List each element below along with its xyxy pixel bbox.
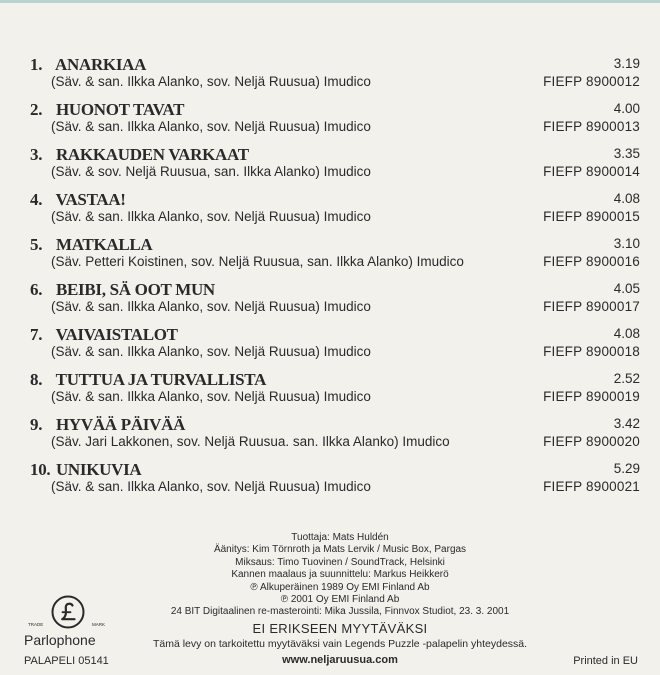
track-catalog: FIEFP 8900014: [543, 164, 640, 179]
track-row: [30, 460, 640, 505]
track-name: MATKALLA: [55, 235, 153, 254]
track-name: RAKKAUDEN VARKAAT: [55, 145, 249, 164]
credit-remaster: 24 BIT Digitaalinen re-masterointi: Mika Jussila, Finnvox Studiot, 23. 3. 2001: [170, 606, 510, 618]
track-number: 8.: [30, 370, 43, 389]
track-duration: 4.08: [613, 326, 640, 341]
track-number: 7.: [30, 325, 43, 344]
track-catalog: FIEFP 8900020: [543, 434, 640, 449]
track-name: TUTTUA JA TURVALLISTA: [55, 370, 267, 389]
website-link[interactable]: www.neljaruusua.com: [282, 654, 398, 666]
credit-original-copyright: ℗ Alkuperäinen 1989 Oy EMI Finland Ab: [250, 581, 430, 593]
track-title: [30, 280, 215, 300]
track-title: [30, 370, 266, 390]
track-title: [30, 460, 141, 480]
track-duration: 4.05: [613, 281, 640, 296]
printed-in: Printed in EU: [573, 655, 638, 667]
track-credit: (Säv. Jari Lakkonen, sov. Neljä Ruusua. san. Ilkka Alanko) Imudico: [51, 434, 450, 449]
credit-copyright: ℗ 2001 Oy EMI Finland Ab: [280, 594, 400, 606]
track-number: 6.: [30, 280, 43, 299]
track-name: HYVÄÄ PÄIVÄÄ: [55, 415, 186, 434]
track-title: [30, 415, 185, 435]
track-name: VAIVAISTALOT: [55, 325, 178, 344]
track-row: [30, 235, 640, 280]
track-credit: (Säv. & sov. Neljä Ruusua, san. Ilkka Alanko) Imudico: [51, 164, 371, 179]
production-credits: [150, 532, 530, 619]
track-credit: (Säv. & san. Ilkka Alanko, sov. Neljä Ruusua) Imudico: [51, 299, 371, 314]
release-catalog-number: PALAPELI 05141: [24, 655, 109, 667]
track-catalog: FIEFP 8900012: [543, 74, 640, 89]
track-row: [30, 145, 640, 190]
mark-text: MARK: [92, 622, 106, 627]
track-name: BEIBI, SÄ OOT MUN: [55, 280, 215, 299]
track-duration: 4.08: [613, 191, 640, 206]
track-number: 10.: [30, 460, 51, 479]
sale-notice: Tämä levy on tarkoitettu myytäväksi vain Legends Puzzle -palapelin yhteydessä.: [152, 638, 528, 650]
track-name: UNIKUVIA: [55, 460, 142, 479]
track-title: [30, 100, 184, 120]
track-duration: 3.10: [613, 236, 640, 251]
label-name: Parlophone: [24, 632, 96, 648]
top-rule: [0, 0, 660, 3]
track-row: [30, 190, 640, 235]
track-row: [30, 280, 640, 325]
track-number: 3.: [30, 145, 43, 164]
track-number: 4.: [30, 190, 43, 209]
credit-recording: Äänitys: Kim Törnroth ja Mats Lervik / Music Box, Pargas: [213, 544, 467, 556]
track-name: VASTAA!: [55, 190, 126, 209]
track-name: ANARKIAA: [55, 55, 147, 74]
track-duration: 2.52: [613, 371, 640, 386]
track-catalog: FIEFP 8900018: [543, 344, 640, 359]
track-credit: (Säv. & san. Ilkka Alanko, sov. Neljä Ruusua) Imudico: [51, 344, 371, 359]
track-row: [30, 325, 640, 370]
track-title: [30, 325, 178, 345]
track-duration: 5.29: [613, 461, 640, 476]
trade-text: TRADE: [28, 622, 44, 627]
track-row: [30, 55, 640, 100]
parlophone-pound-logo-icon: [50, 594, 86, 630]
track-catalog: FIEFP 8900021: [543, 479, 640, 494]
track-credit: (Säv. & san. Ilkka Alanko, sov. Neljä Ruusua) Imudico: [51, 74, 371, 89]
track-title: [30, 145, 249, 165]
track-credit: (Säv. & san. Ilkka Alanko, sov. Neljä Ruusua) Imudico: [51, 389, 371, 404]
track-name: HUONOT TAVAT: [55, 100, 185, 119]
track-title: [30, 235, 152, 255]
track-row: [30, 370, 640, 415]
track-number: 5.: [30, 235, 43, 254]
track-catalog: FIEFP 8900013: [543, 119, 640, 134]
track-credit: (Säv. & san. Ilkka Alanko, sov. Neljä Ruusua) Imudico: [51, 209, 371, 224]
track-title: [30, 55, 146, 75]
track-duration: 3.19: [613, 56, 640, 71]
credit-cover: Kannen maalaus ja suunnittelu: Markus Heikkerö: [231, 569, 449, 581]
track-number: 2.: [30, 100, 43, 119]
track-catalog: FIEFP 8900015: [543, 209, 640, 224]
credit-mixing: Miksaus: Timo Tuovinen / SoundTrack, Helsinki: [235, 556, 445, 568]
not-for-sale-heading: EI ERIKSEEN MYYTÄVÄKSI: [252, 621, 428, 636]
track-catalog: FIEFP 8900017: [543, 299, 640, 314]
track-catalog: FIEFP 8900016: [543, 254, 640, 269]
track-credit: (Säv. Petteri Koistinen, sov. Neljä Ruusua, san. Ilkka Alanko) Imudico: [51, 254, 464, 269]
track-list: [30, 55, 640, 505]
track-title: [30, 190, 126, 210]
track-duration: 3.35: [613, 146, 640, 161]
track-row: [30, 100, 640, 145]
track-catalog: FIEFP 8900019: [543, 389, 640, 404]
track-duration: 3.42: [613, 416, 640, 431]
track-number: 1.: [30, 55, 43, 74]
track-credit: (Säv. & san. Ilkka Alanko, sov. Neljä Ruusua) Imudico: [51, 119, 371, 134]
credit-producer: Tuottaja: Mats Huldén: [291, 532, 389, 543]
track-number: 9.: [30, 415, 43, 434]
track-duration: 4.00: [613, 101, 640, 116]
track-row: [30, 415, 640, 460]
track-credit: (Säv. & san. Ilkka Alanko, sov. Neljä Ruusua) Imudico: [51, 479, 371, 494]
